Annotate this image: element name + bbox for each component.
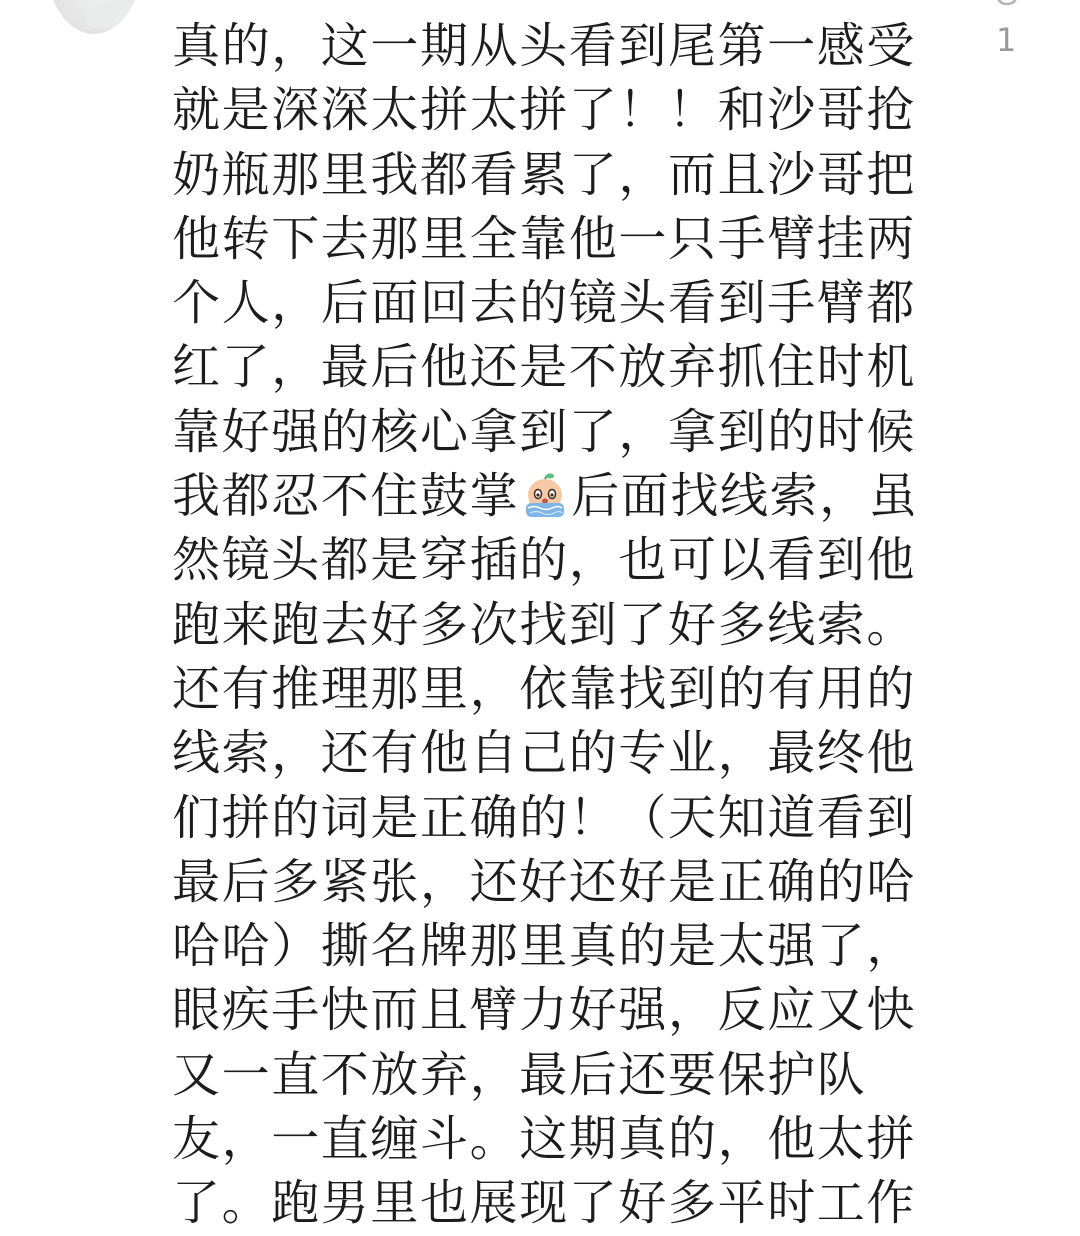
avatar-image-detail (86, 2, 136, 28)
comment-line: 们拼的词是正确的！（天知道看到 (172, 789, 917, 846)
comment-line: 最后多紧张，还好还好是正确的哈 (172, 853, 917, 910)
comment-line-part: 后面找线索，虽 (571, 468, 919, 525)
comment-line: 哈哈）撕名牌那里真的是太强了， (172, 918, 917, 975)
like-icon[interactable] (994, 0, 1020, 6)
comment-line-with-emoji (172, 464, 932, 528)
comment-line: 跑来跑去好多次找到了好多线索。 (172, 596, 917, 653)
comment-line: 就是深深太拼太拼了！！和沙哥抢 (172, 82, 917, 139)
comment-line: 个人，后面回去的镜头看到手臂都 (172, 275, 917, 332)
user-avatar[interactable] (46, 0, 142, 34)
comment-line: 眼疾手快而且臂力好强，反应又快 (172, 982, 917, 1039)
comment-line: 友，一直缠斗。这期真的，他太拼 (172, 1111, 917, 1168)
comment-line: 奶瓶那里我都看累了，而且沙哥把 (172, 146, 917, 203)
comment-line: 还有推理那里，依靠找到的有用的 (172, 660, 917, 717)
comment-line: 线索，还有他自己的专业，最终他 (172, 725, 917, 782)
like-count: 1 (996, 21, 1017, 59)
comment-text (172, 14, 932, 1236)
comment-line: 靠好强的核心拿到了，拿到的时候 (172, 403, 917, 460)
comment-line: 了。跑男里也展现了好多平时工作 (172, 1175, 917, 1232)
comment-line-part: 我都忍不住鼓掌 (172, 468, 520, 525)
comment-line: 又一直不放弃，最后还要保护队 (172, 1046, 867, 1103)
comment-line: 然镜头都是穿插的，也可以看到他 (172, 532, 917, 589)
applause-crying-emoji-icon (520, 470, 570, 520)
comment-line: 红了，最后他还是不放弃抓住时机 (172, 339, 917, 396)
comment-line: 他转下去那里全靠他一只手臂挂两 (172, 210, 917, 267)
comment-line: 真的，这一期从头看到尾第一感受 (172, 18, 917, 74)
